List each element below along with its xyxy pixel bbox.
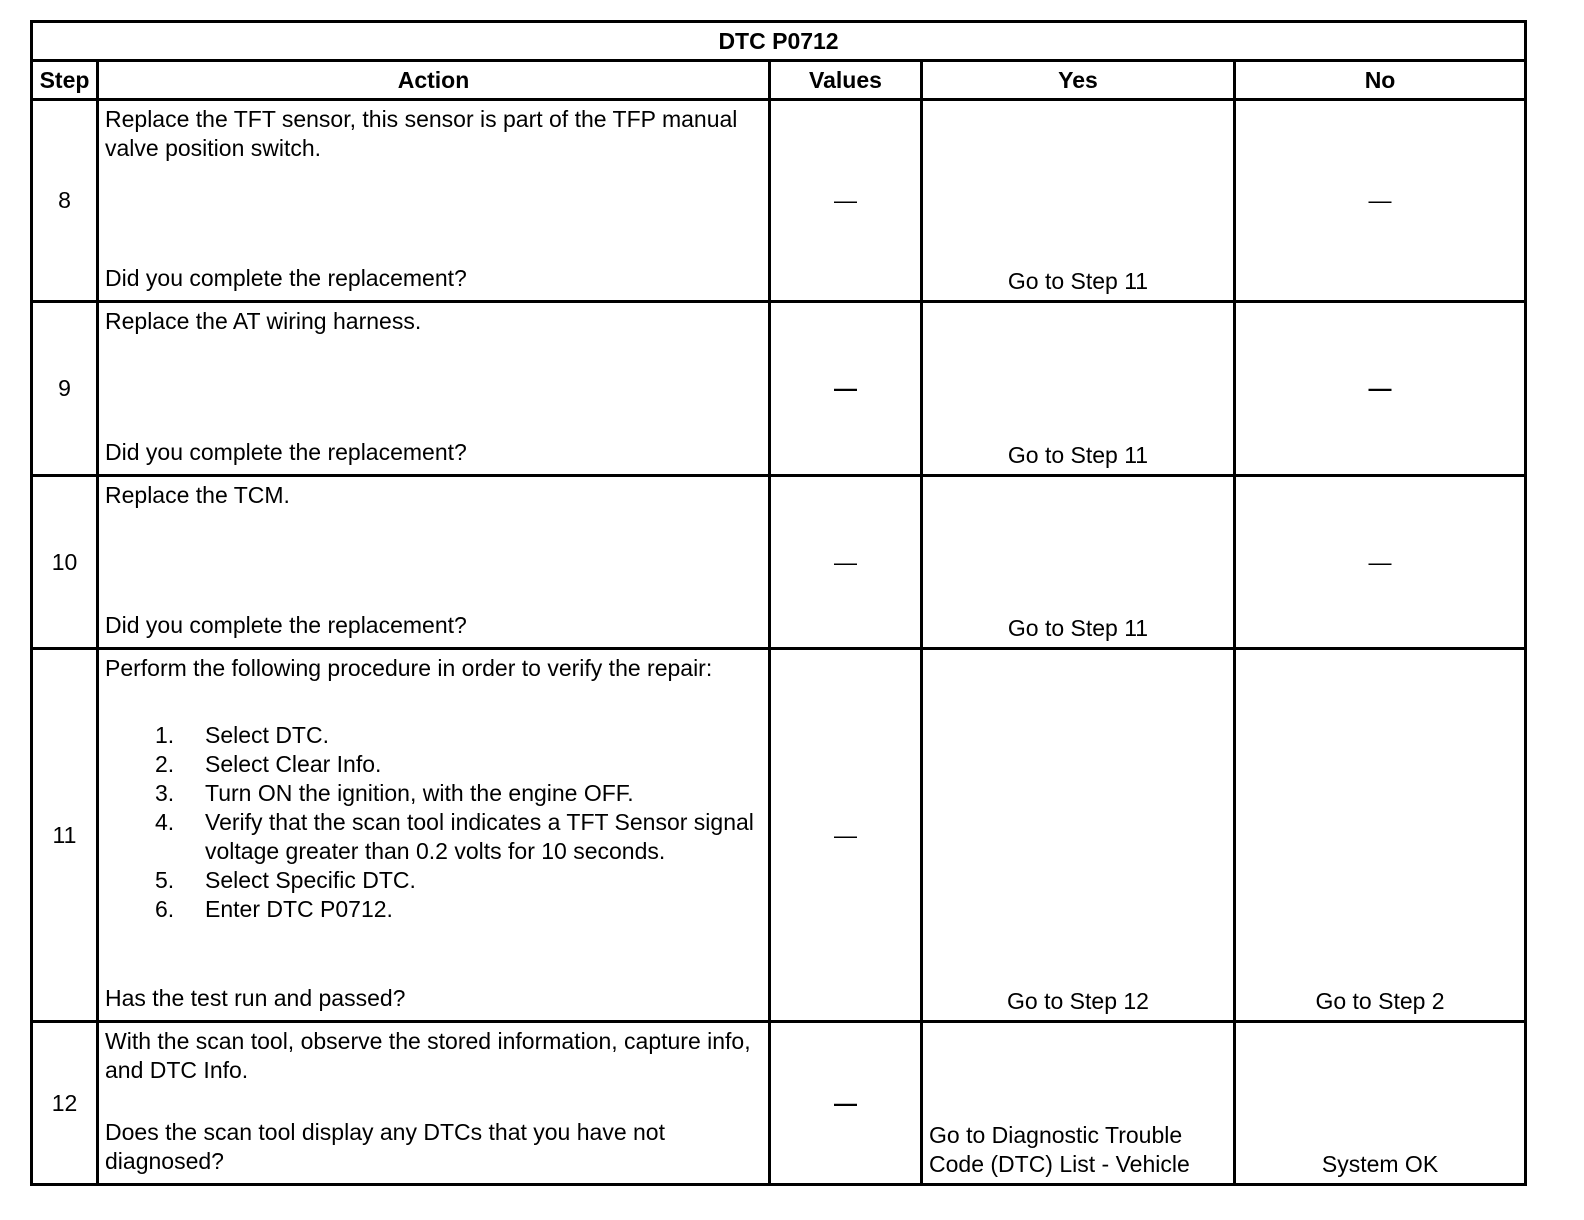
list-item-number: 6. — [155, 896, 175, 922]
step-number: 11 — [32, 649, 98, 1022]
table-title: DTC P0712 — [32, 22, 1526, 61]
yes-cell — [922, 649, 1235, 1022]
action-question: Has the test run and passed? — [105, 985, 406, 1011]
values-cell: — — [770, 1022, 922, 1185]
step-number: 10 — [32, 476, 98, 649]
values-cell: — — [770, 649, 922, 1022]
yes-cell — [922, 1022, 1235, 1185]
header-step: Step — [32, 61, 98, 100]
list-item-text: Turn ON the ignition, with the engine OFF. — [205, 780, 634, 806]
action-cell — [98, 649, 770, 1022]
no-cell: — — [1235, 100, 1526, 302]
list-item — [155, 779, 760, 808]
values-cell: — — [770, 100, 922, 302]
yes-cell — [922, 100, 1235, 302]
step-number: 12 — [32, 1022, 98, 1185]
table-row-step-10 — [32, 476, 1526, 649]
yes-text: Go to Diagnostic Trouble Code (DTC) List - Vehicle — [929, 1122, 1190, 1177]
no-cell — [1235, 1022, 1526, 1185]
list-item — [155, 895, 760, 924]
list-item-text: Select Clear Info. — [205, 751, 382, 777]
list-item-number: 1. — [155, 722, 175, 748]
table-row-step-12 — [32, 1022, 1526, 1185]
list-item — [155, 808, 760, 866]
list-item-text: Select DTC. — [205, 722, 329, 748]
list-item — [155, 721, 760, 750]
action-cell — [98, 302, 770, 476]
values-cell: — — [770, 302, 922, 476]
no-cell: — — [1235, 476, 1526, 649]
header-yes: Yes — [922, 61, 1235, 100]
header-no: No — [1235, 61, 1526, 100]
values-cell: — — [770, 476, 922, 649]
action-cell — [98, 100, 770, 302]
yes-text: Go to Step 11 — [1007, 268, 1149, 294]
list-item-number: 4. — [155, 809, 175, 835]
no-cell — [1235, 649, 1526, 1022]
table-row-step-11 — [32, 649, 1526, 1022]
action-text: Perform the following procedure in order to verify the repair: — [105, 655, 713, 681]
no-cell: — — [1235, 302, 1526, 476]
action-question: Did you complete the replacement? — [105, 265, 467, 291]
header-action: Action — [98, 61, 770, 100]
table-title-row — [32, 22, 1526, 61]
dtc-table — [30, 20, 1527, 1186]
yes-text: Go to Step 12 — [1007, 988, 1149, 1014]
yes-text: Go to Step 11 — [1007, 442, 1149, 468]
action-text: Replace the TFT sensor, this sensor is part of the TFP manual valve position switch. — [105, 106, 738, 161]
action-cell — [98, 1022, 770, 1185]
procedure-list — [105, 721, 760, 924]
list-item-text: Enter DTC P0712. — [205, 896, 393, 922]
header-values: Values — [770, 61, 922, 100]
list-item-number: 3. — [155, 780, 175, 806]
yes-cell — [922, 476, 1235, 649]
action-text: Replace the AT wiring harness. — [105, 308, 422, 334]
list-item-text: Verify that the scan tool indicates a TFT Sensor signal voltage greater than 0.2 volts for 10 seconds. — [205, 809, 754, 864]
list-item — [155, 866, 760, 895]
action-question: Did you complete the replacement? — [105, 439, 467, 465]
list-item — [155, 750, 760, 779]
no-text: Go to Step 2 — [1315, 988, 1445, 1014]
action-question: Does the scan tool display any DTCs that you have not diagnosed? — [105, 1119, 665, 1174]
action-cell — [98, 476, 770, 649]
list-item-number: 5. — [155, 867, 175, 893]
action-question: Did you complete the replacement? — [105, 612, 467, 638]
step-number: 8 — [32, 100, 98, 302]
list-item-text: Select Specific DTC. — [205, 867, 416, 893]
no-text: System OK — [1321, 1151, 1439, 1177]
table-row-step-8 — [32, 100, 1526, 302]
list-item-number: 2. — [155, 751, 175, 777]
action-text: Replace the TCM. — [105, 482, 290, 508]
action-text: With the scan tool, observe the stored information, capture info, and DTC Info. — [105, 1028, 751, 1083]
step-number: 9 — [32, 302, 98, 476]
table-row-step-9 — [32, 302, 1526, 476]
table-header-row — [32, 61, 1526, 100]
yes-cell — [922, 302, 1235, 476]
yes-text: Go to Step 11 — [1007, 615, 1149, 641]
